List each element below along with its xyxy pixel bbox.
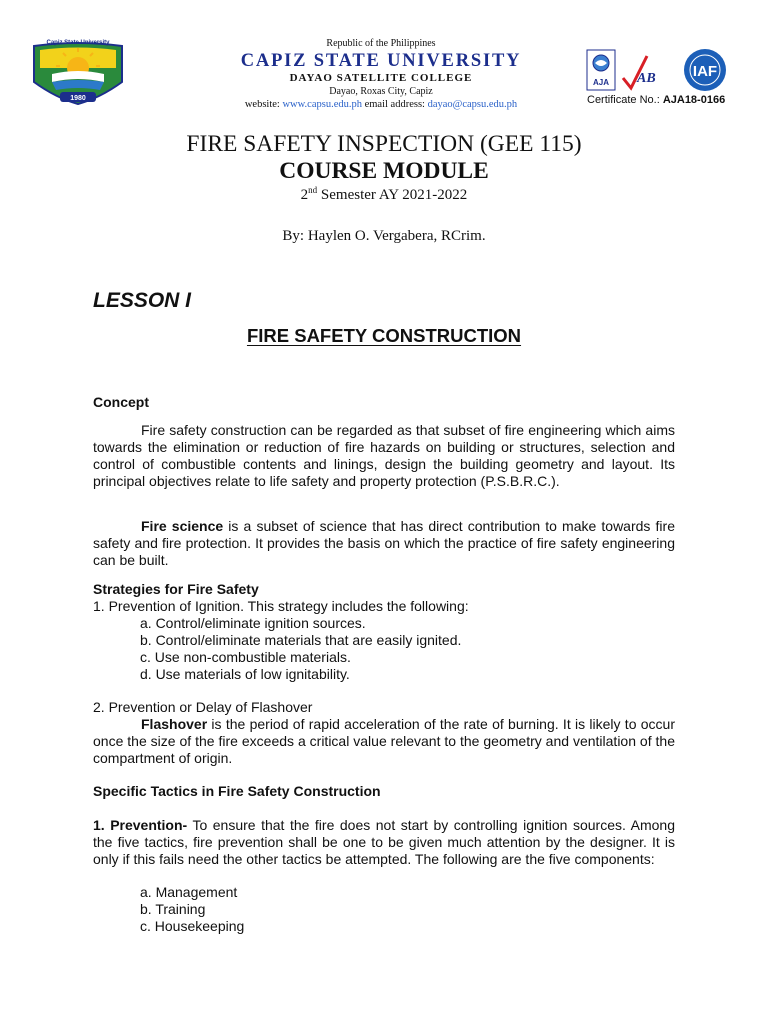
contact-line (170, 98, 592, 111)
strategy-1-item: b. Control/eliminate materials that are easily ignited. (140, 632, 462, 648)
jab-logo (623, 56, 656, 88)
strategy-2: 2. Prevention or Delay of Flashover (93, 699, 313, 715)
svg-text:IAF: IAF (692, 63, 718, 80)
university-logo (30, 38, 126, 106)
strategies-heading: Strategies for Fire Safety (93, 581, 259, 597)
course-title: FIRE SAFETY INSPECTION (GEE 115) (186, 131, 582, 157)
svg-text:AB: AB (637, 71, 656, 86)
semester-line: 2nd Semester AY 2021-2022 (300, 185, 468, 203)
website-label: website: (244, 99, 283, 110)
strategy-1-item: a. Control/eliminate ignition sources. (140, 615, 366, 631)
lesson-number: LESSON I (93, 289, 192, 312)
college-address: Dayao, Roxas City, Capiz (329, 86, 433, 97)
prevention-paragraph: 1. Prevention- To ensure that the fire does not start by controlling ignition sources. Among the five tactics, fire prevention shall be one to be given much attention by the designer. It is only if this fails need the other tactics be attempted. The following are the five components: (93, 817, 675, 867)
prevention-item: c. Housekeeping (140, 918, 245, 934)
fire-science-paragraph: Fire science is a subset of science that has direct contribution to make towards fire safety and fire protection. It provides the basis on which the practice of fire safety engineering can be built. (93, 518, 675, 568)
university-name: CAPIZ STATE UNIVERSITY (240, 51, 522, 71)
prevention-item: b. Training (140, 901, 206, 917)
email-label: email address: (361, 99, 428, 110)
certificate-label: Certificate No.: (587, 94, 663, 106)
lesson-title: FIRE SAFETY CONSTRUCTION (246, 325, 522, 346)
concept-heading: Concept (93, 394, 149, 410)
svg-text:AJA: AJA (592, 78, 610, 87)
flashover-paragraph: Flashover is the period of rapid acceleration of the rate of burning. It is likely to occur once the size of the fire exceeds a critical value relevant to the geometry and ventilation of the compartment of origin. (93, 716, 675, 766)
email-link[interactable]: dayao@capsu.edu.ph (427, 99, 518, 110)
strategy-1: 1. Prevention of Ignition. This strategy includes the following: (93, 598, 469, 614)
prevention-item: a. Management (140, 884, 238, 900)
strategy-1-item: d. Use materials of low ignitability. (140, 666, 350, 682)
logo-text: Capiz State University (46, 40, 110, 46)
letterhead-text (170, 38, 592, 111)
logo-year: 1980 (70, 95, 86, 102)
certificate-number (587, 94, 725, 106)
college-name: DAYAO SATELLITE COLLEGE (289, 72, 473, 84)
tactics-heading: Specific Tactics in Fire Safety Construction (93, 783, 381, 799)
republic-line: Republic of the Philippines (326, 38, 436, 49)
author-line: By: Haylen O. Vergabera, RCrim. (282, 228, 486, 244)
module-title: COURSE MODULE (279, 158, 489, 184)
iaf-logo (684, 49, 726, 91)
website-link[interactable]: www.capsu.edu.ph (282, 99, 362, 110)
concept-paragraph: Fire safety construction can be regarded as that subset of fire engineering which aims towards the elimination or reduction of fire hazards on building or structures, selection and control of combustible contents and linings, design the building geometry and layout. Its principal objectives relate to life safety and property protection (P.S.B.R.C.). (93, 422, 675, 489)
aja-logo (587, 50, 615, 90)
letterhead (0, 0, 768, 112)
strategy-1-item: c. Use non-combustible materials. (140, 649, 351, 665)
certificate-value: AJA18-0166 (662, 94, 726, 106)
